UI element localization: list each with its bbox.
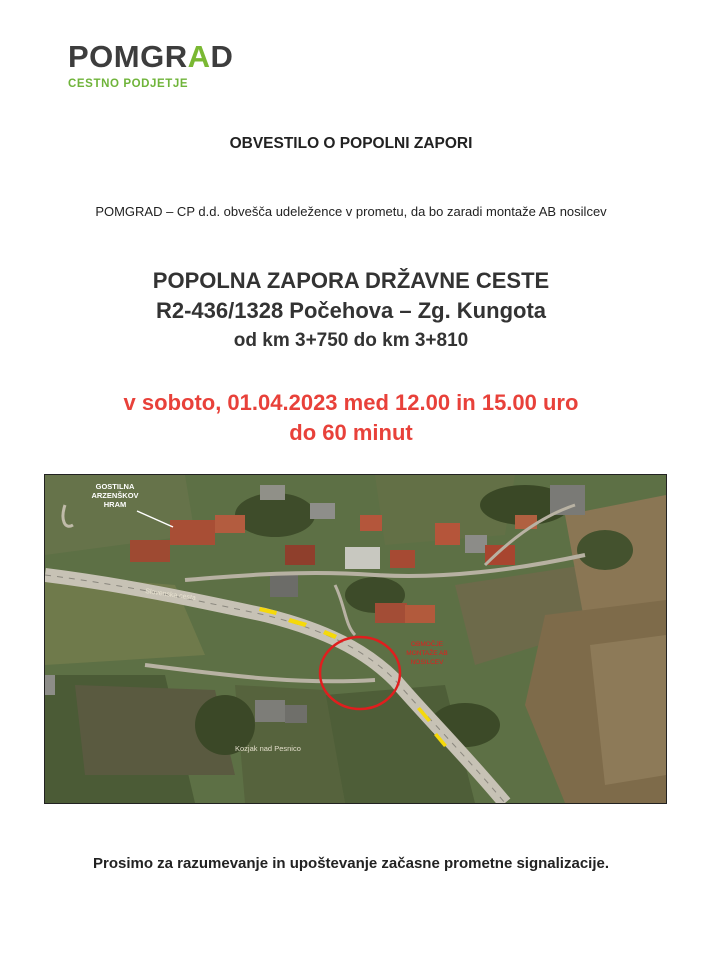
aerial-map-drawing	[45, 475, 666, 803]
closure-line-3: od km 3+750 do km 3+810	[233, 330, 469, 351]
closure-line-1: POPOLNA ZAPORA DRŽAVNE CESTE	[152, 268, 550, 293]
closure-line-2: R2-436/1328 Počehova – Zg. Kungota	[155, 298, 547, 323]
logo-subtitle: CESTNO PODJETJE	[68, 78, 189, 90]
montage-area-label	[406, 639, 447, 666]
closure-datetime	[0, 388, 702, 448]
gostilna-label-line2: ARZENŠKOV	[91, 491, 139, 500]
logo-word-accent: A	[187, 39, 211, 74]
montage-label-line1: OBMOČJE	[410, 641, 444, 648]
logo-word-part2: D	[210, 39, 234, 74]
svg-text:Slovenska cesta: Slovenska cesta	[144, 588, 197, 603]
closure-heading	[0, 266, 702, 356]
aerial-map	[44, 474, 667, 804]
closing-text: Prosimo za razumevanje in upoštevanje začasne prometne signalizacije.	[92, 855, 610, 872]
intro-text: POMGRAD – CP d.d. obvešča udeležence v prometu, da bo zaradi montaže AB nosilcev	[95, 204, 607, 219]
date-line: v soboto, 01.04.2023 med 12.00 in 15.00 uro	[123, 390, 579, 415]
duration-line: do 60 minut	[289, 420, 413, 445]
gostilna-label-line1: GOSTILNA	[95, 482, 135, 491]
gostilna-label-line3: HRAM	[103, 500, 127, 509]
place-label: Kozjak nad Pesnico	[235, 744, 301, 753]
company-logo	[68, 40, 233, 90]
montage-label-line3: NOSILCEV	[410, 659, 444, 666]
logo-wordmark	[68, 40, 233, 74]
notice-title: OBVESTILO O POPOLNI ZAPORI	[229, 135, 473, 152]
montage-label-line2: MONTAŽE AB	[406, 650, 448, 657]
logo-word-part1: POMGR	[68, 39, 188, 74]
